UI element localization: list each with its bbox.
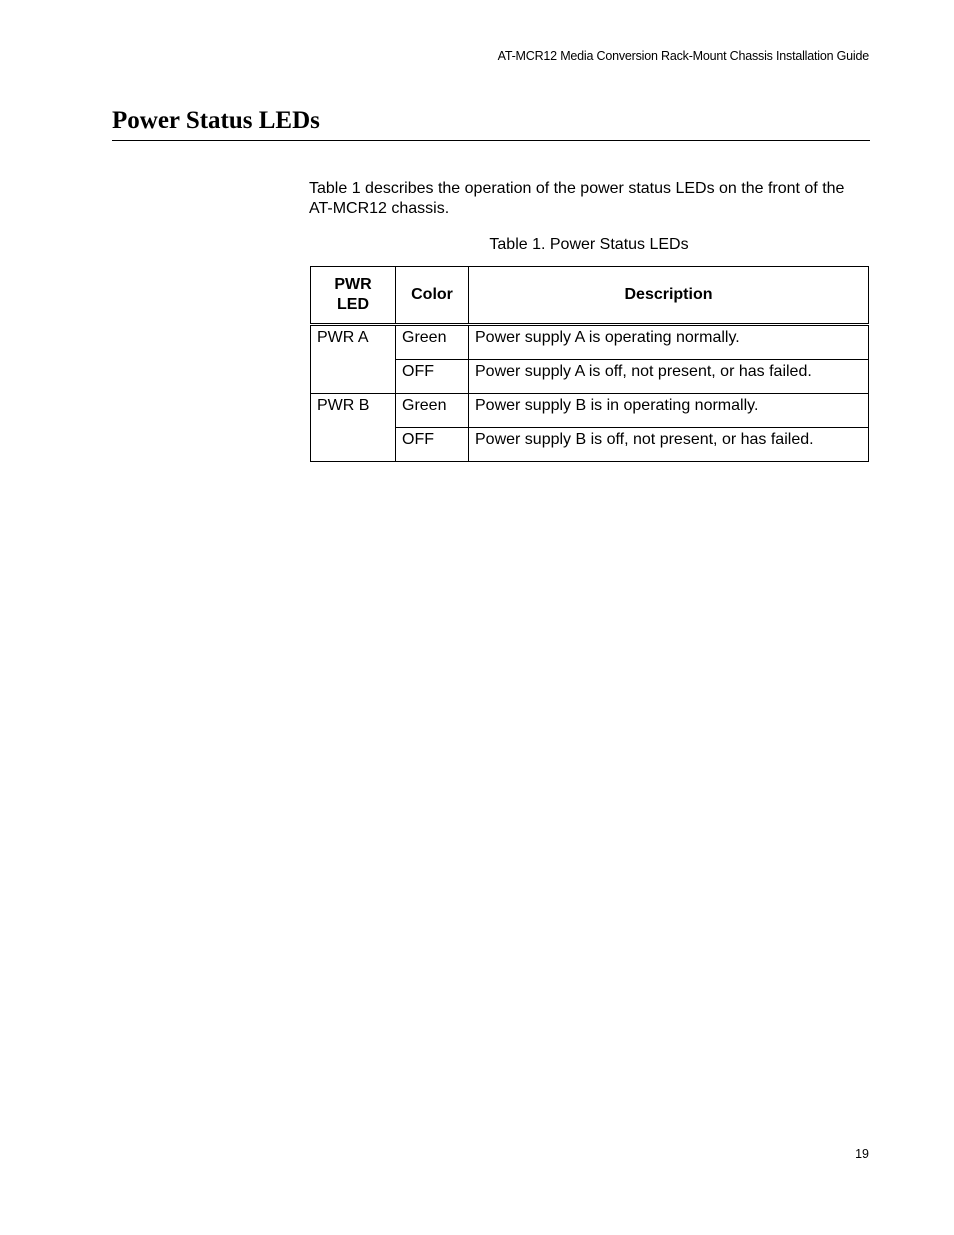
table-row — [311, 394, 869, 428]
color-cell: Green — [396, 325, 469, 360]
table-caption: Table 1. Power Status LEDs — [489, 236, 689, 253]
table-header-row — [311, 267, 869, 325]
led-cell: PWR A — [311, 325, 396, 394]
description-cell: Power supply B is off, not present, or has failed. — [469, 428, 869, 462]
header-description: Description — [469, 267, 869, 325]
section-title: Power Status LEDs — [112, 107, 320, 134]
table-row — [311, 325, 869, 360]
power-status-led-table — [310, 266, 869, 462]
running-header: AT-MCR12 Media Conversion Rack-Mount Chassis Installation Guide — [497, 49, 869, 63]
led-cell: PWR B — [311, 394, 396, 462]
description-cell: Power supply A is operating normally. — [469, 325, 869, 360]
color-cell: Green — [396, 394, 469, 428]
header-color: Color — [396, 267, 469, 325]
color-cell: OFF — [396, 360, 469, 394]
title-rule — [112, 140, 870, 141]
page-number: 19 — [855, 1147, 869, 1161]
description-cell: Power supply B is in operating normally. — [469, 394, 869, 428]
color-cell: OFF — [396, 428, 469, 462]
description-cell: Power supply A is off, not present, or has failed. — [469, 360, 869, 394]
header-pwr-led-line2: LED — [337, 296, 369, 313]
intro-paragraph: Table 1 describes the operation of the power status LEDs on the front of the AT-MCR12 chassis. — [309, 180, 845, 217]
header-pwr-led-line1: PWR — [334, 276, 372, 293]
header-pwr-led — [311, 267, 396, 325]
